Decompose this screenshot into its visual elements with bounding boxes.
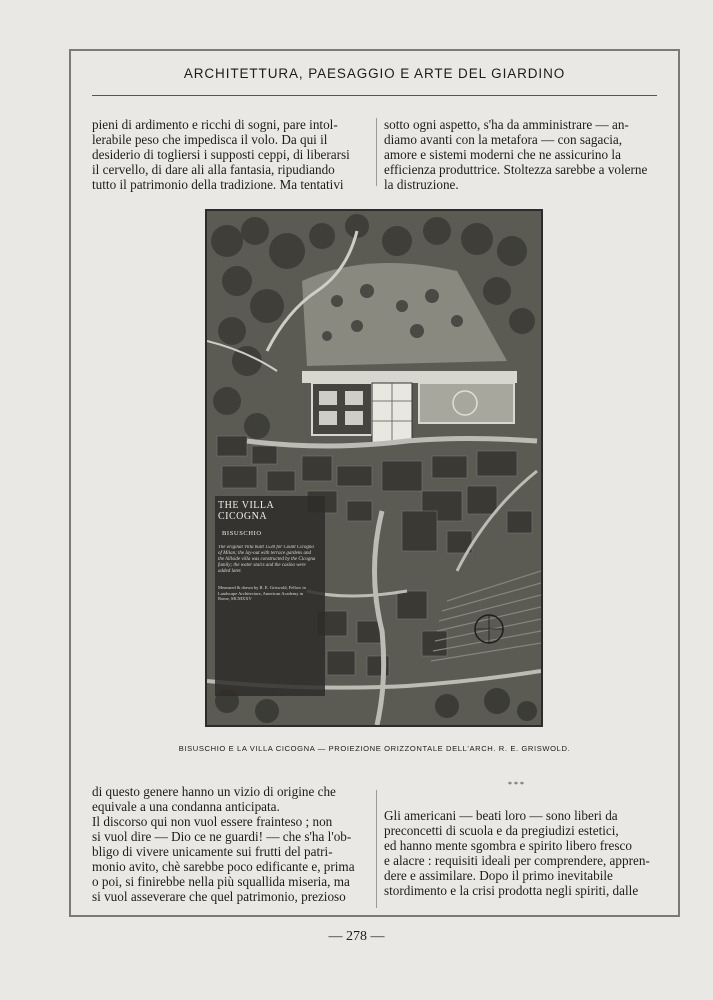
plan-legend <box>218 500 316 602</box>
figure-caption: BISUSCHIO E LA VILLA CICOGNA — PROIEZIONE ORIZZONTALE DELL'ARCH. R. E. GRISWOLD. <box>178 744 571 753</box>
villa-plan-figure <box>205 209 543 727</box>
plan-legend-subtitle: BISUSCHIO <box>222 530 262 537</box>
running-header: ARCHITETTURA, PAESAGGIO E ARTE DEL GIARDINO <box>183 66 566 81</box>
plan-legend-title: THE VILLA CICOGNA <box>218 500 274 522</box>
villa-plan-drawing <box>207 211 541 725</box>
top-left-paragraph: pieni di ardimento e ricchi di sogni, pare intol- lerabile peso che impedisca il volo. Da qui il desiderio di togliersi i supposti ceppi, di liberarsi il cervello, di dare ali alla fantasia, ripudiando tutto il patrimonio della tradizione. Ma tentativi <box>92 117 350 192</box>
page-number: — 278 — <box>328 929 385 944</box>
column-divider <box>376 118 377 186</box>
bottom-right-column <box>384 808 658 898</box>
top-right-paragraph: sotto ogni aspetto, s'ha da amministrare — an- diamo avanti con la metafora — con sagacia, amore e sistemi moderni che ne assicurino la efficienza produttrice. Stoltezza sarebbe a volerne la distruzione. <box>384 117 648 192</box>
bottom-right-paragraph: Gli americani — beati loro — sono liberi da preconcetti di scuola e da pregiudizi estetici, ed hanno mente sgombra e spirito libero fresco e alacre : requisiti ideali per comprendere, appren- dere e assimilare. Dopo il primo inevitabile stordimento e la crisi prodotta negli spiriti, dalle <box>384 808 650 898</box>
plan-legend-body: The original Villa built 1530 for Count Cicogna of Milan; the lay-out with terrace gardens and the hillside villa was constructed by the Cicogna family; the water stairs and the casino were added later. <box>218 545 316 574</box>
top-left-column <box>92 117 367 192</box>
top-right-column <box>384 117 658 192</box>
header-rule <box>92 95 657 96</box>
column-divider-bottom <box>376 790 377 908</box>
plan-legend-credit: Measured & drawn by R. E. Griswold, Fellow in Landscape Architecture, American Academy in Rome, MCMXXV <box>218 585 306 601</box>
bottom-left-paragraph: di questo genere hanno un vizio di origine che equivale a una condanna anticipata. Il discorso qui non vuol essere frainteso ; non si vuol dire — Dio ce ne guardi! — che s'ha l'ob- bligo di vivere unicamente sui frutti del patri- monio avito, chè sarebbe poco edificante e, prima o poi, si finirebbe nella più squallida miseria, ma si vuol asseverare che quel patrimonio, prezioso <box>92 784 355 904</box>
section-asterism: * * * <box>508 780 524 789</box>
bottom-left-column <box>92 784 367 904</box>
